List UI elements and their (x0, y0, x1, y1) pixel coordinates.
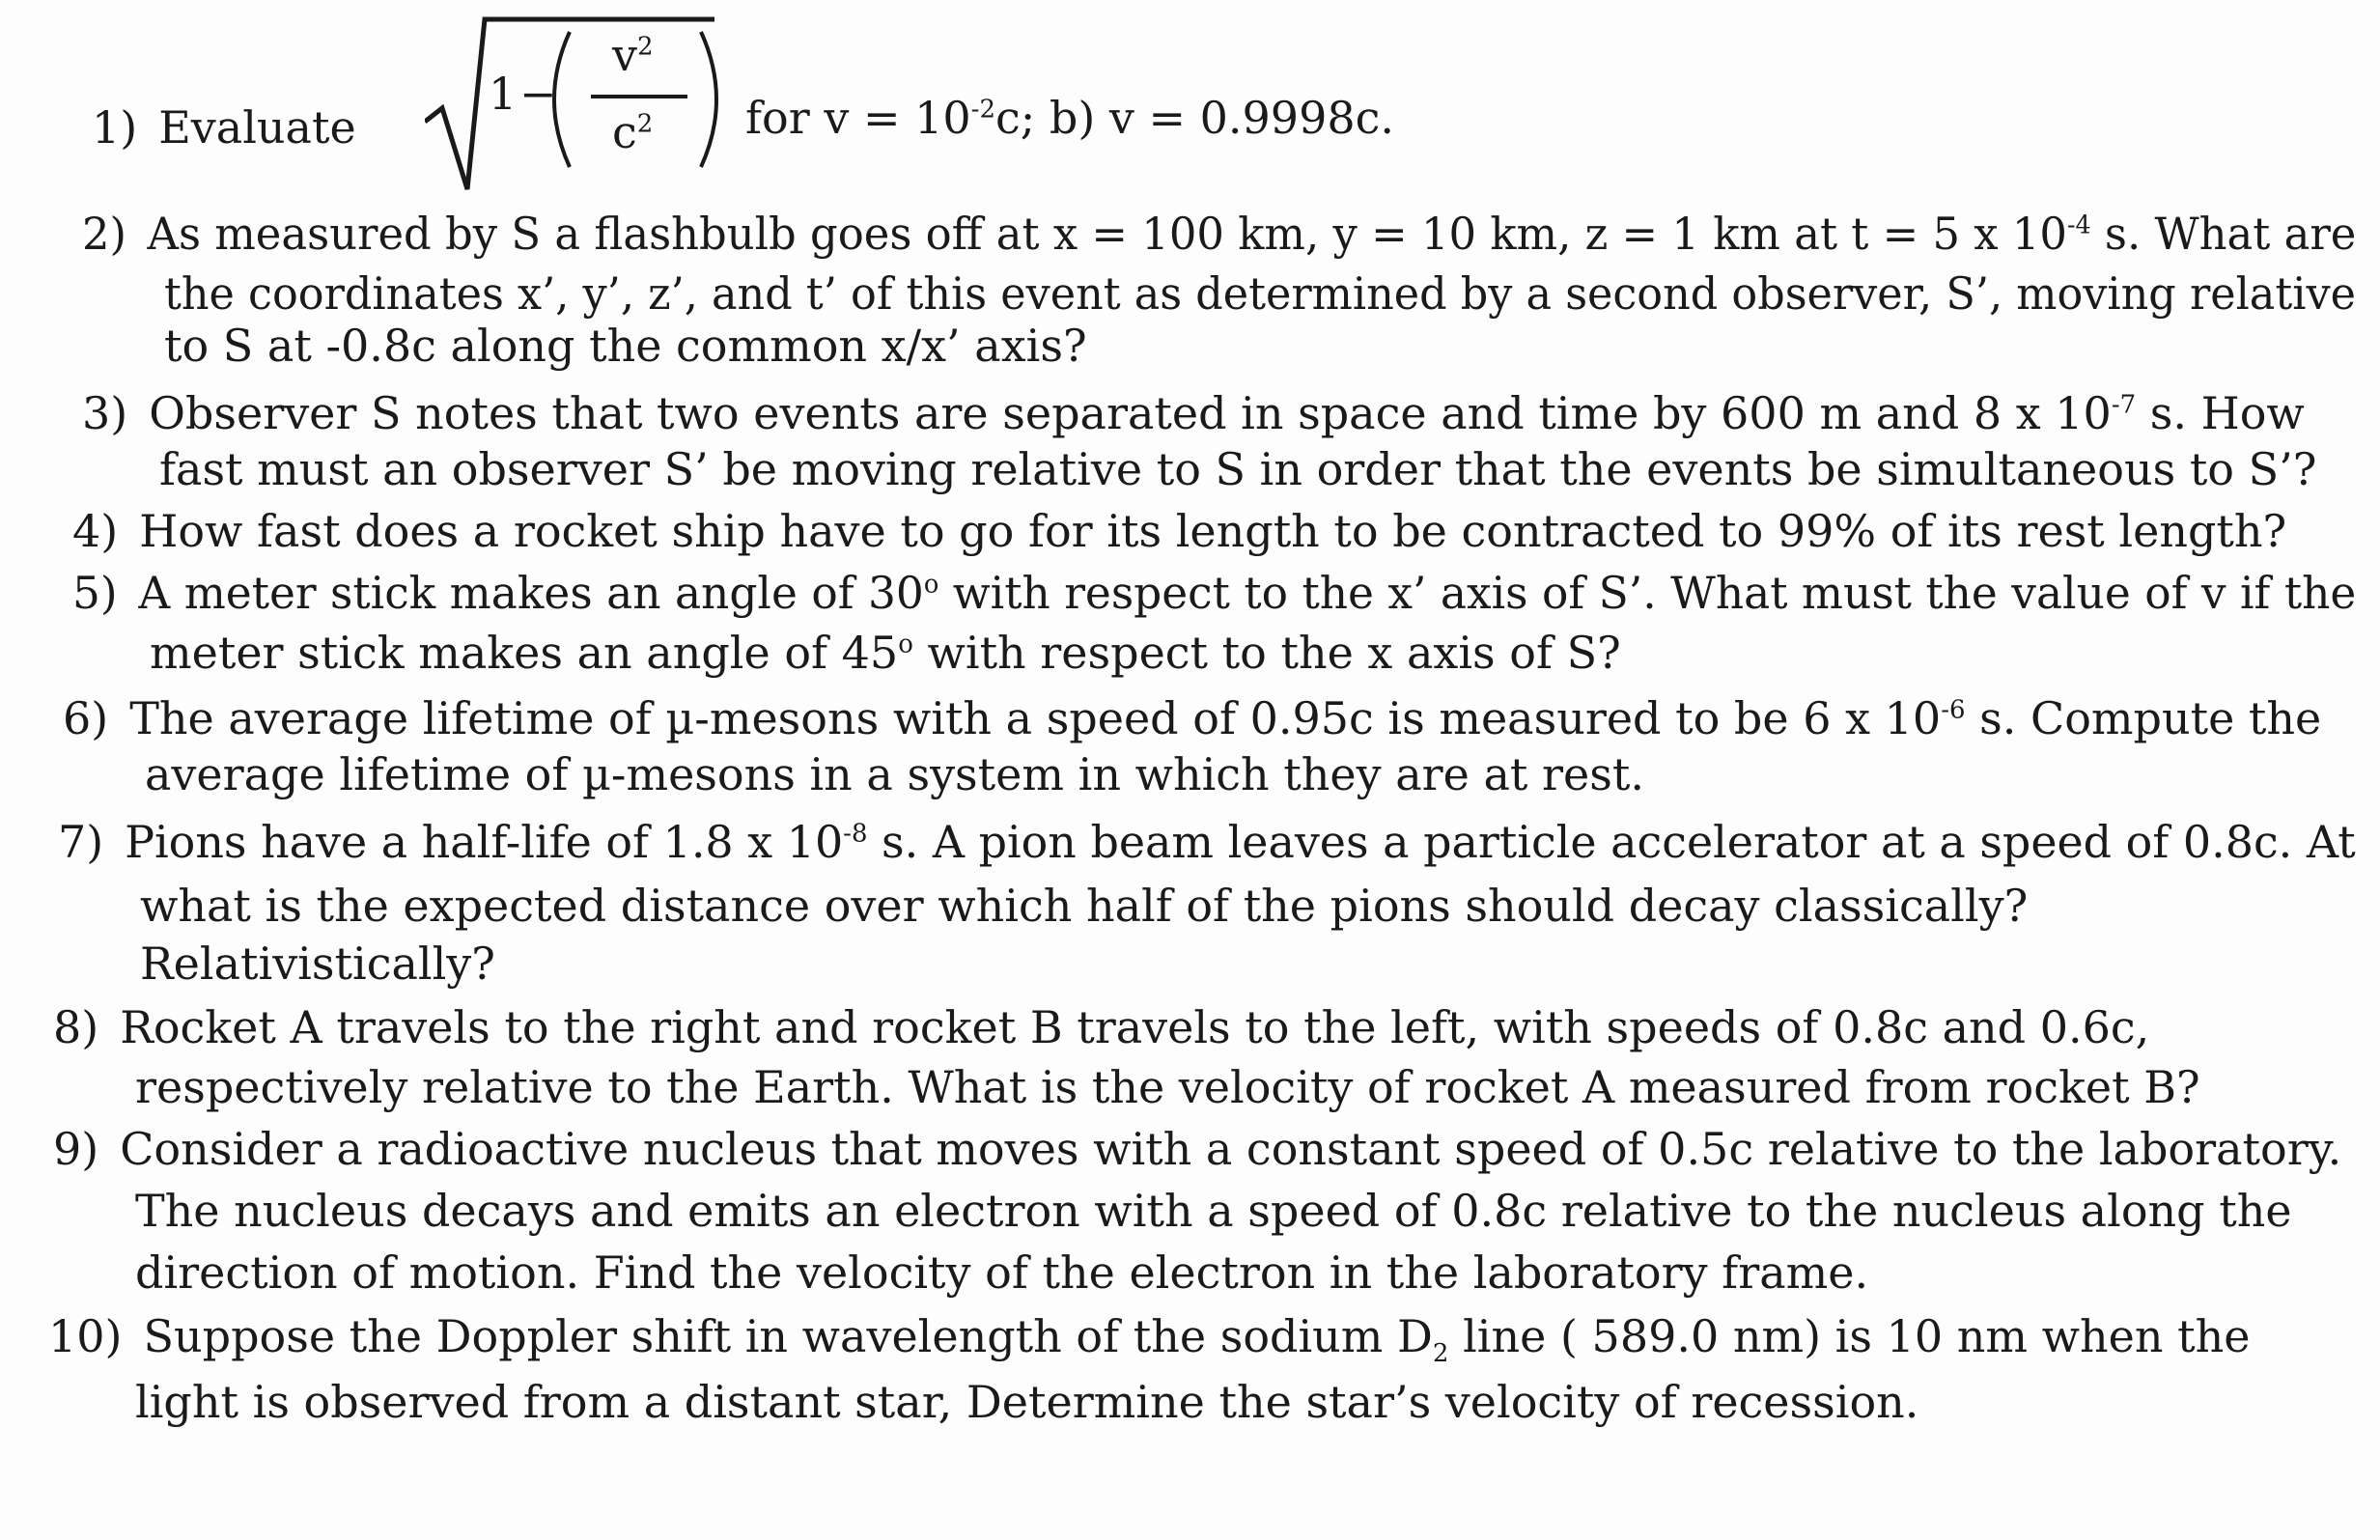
problem-2-line-3: to S at -0.8c along the common x/x’ axis? (164, 320, 1087, 372)
radical-sign (425, 8, 753, 201)
problem-label: Evaluate (158, 101, 356, 154)
problem-8-line-2: respectively relative to the Earth. What is the velocity of rocket A measured from rocket B? (135, 1061, 2200, 1113)
problem-3-line-1: 3) Observer S notes that two events are separated in space and time by 600 m and 8 x $10^{-7}$ s. How (82, 387, 2305, 439)
problem-5-line-1: 5) A meter stick makes an angle of 30$^o$ with respect to the x’ axis of S’. What must the value of v if the (72, 567, 2357, 619)
problem-7-line-3: Relativistically? (140, 938, 495, 990)
problem-number: 1) (92, 101, 138, 154)
problem-10-line-2: light is observed from a distant star, Determine the star’s velocity of recession. (135, 1376, 1919, 1428)
problem-2-line-2: the coordinates x’, y’, z’, and t’ of this event as determined by a second observer, S’, moving relative (164, 267, 2356, 320)
problem-9-line-1: 9) Consider a radioactive nucleus that moves with a constant speed of 0.5c relative to the laboratory. (53, 1123, 2342, 1175)
problem-4-line-1: 4) How fast does a rocket ship have to go for its length to be contracted to 99% of its rest length? (72, 505, 2287, 557)
problem-5-line-2: meter stick makes an angle of 45$^o$ with respect to the x axis of S? (150, 627, 1621, 679)
expr-minus: − (519, 68, 557, 120)
problem-8-line-1: 8) Rocket A travels to the right and rocket B travels to the left, with speeds of 0.8c and 0.6c, (53, 1001, 2150, 1053)
problem-10-line-1: 10) Suppose the Doppler shift in wavelength of the sodium $D_2$ line ( 589.0 nm) is 10 nm when the (48, 1310, 2251, 1369)
problem-1-tail: for $v = 10^{-2}c$; b) v = 0.9998c. (745, 92, 1394, 144)
problem-9-line-3: direction of motion. Find the velocity of the electron in the laboratory frame. (135, 1246, 1869, 1299)
problem-2-line-1: 2) As measured by S a flashbulb goes off at x = 100 km, y = 10 km, z = 1 km at t = 5 x $10^{-4}$ s. What are (82, 208, 2357, 260)
problem-9-line-2: The nucleus decays and emits an electron with a speed of 0.8c relative to the nucleus along the (135, 1185, 2292, 1237)
problem-7-line-1: 7) Pions have a half-life of 1.8 x $10^{-8}$ s. A pion beam leaves a particle accelerator at a speed of 0.8c. At (58, 816, 2356, 868)
fraction-numerator: $v^2$ (612, 29, 654, 81)
problem-3-line-2: fast must an observer S’ be moving relative to S in order that the events be simultaneous to S’? (159, 443, 2317, 495)
fraction-denominator: $c^2$ (612, 106, 654, 158)
problem-6-line-2: average lifetime of µ-mesons in a system in which they are at rest. (145, 748, 1644, 800)
sqrt-expression (425, 8, 753, 201)
expr-one: 1 (489, 68, 518, 120)
problem-6-line-1: 6) The average lifetime of µ-mesons with a speed of 0.95c is measured to be 6 x $10^{-6}$ s. Compute the (63, 692, 2322, 744)
problem-7-line-2: what is the expected distance over which half of the pions should decay classically? (140, 880, 2029, 932)
problem-1 (92, 97, 356, 158)
